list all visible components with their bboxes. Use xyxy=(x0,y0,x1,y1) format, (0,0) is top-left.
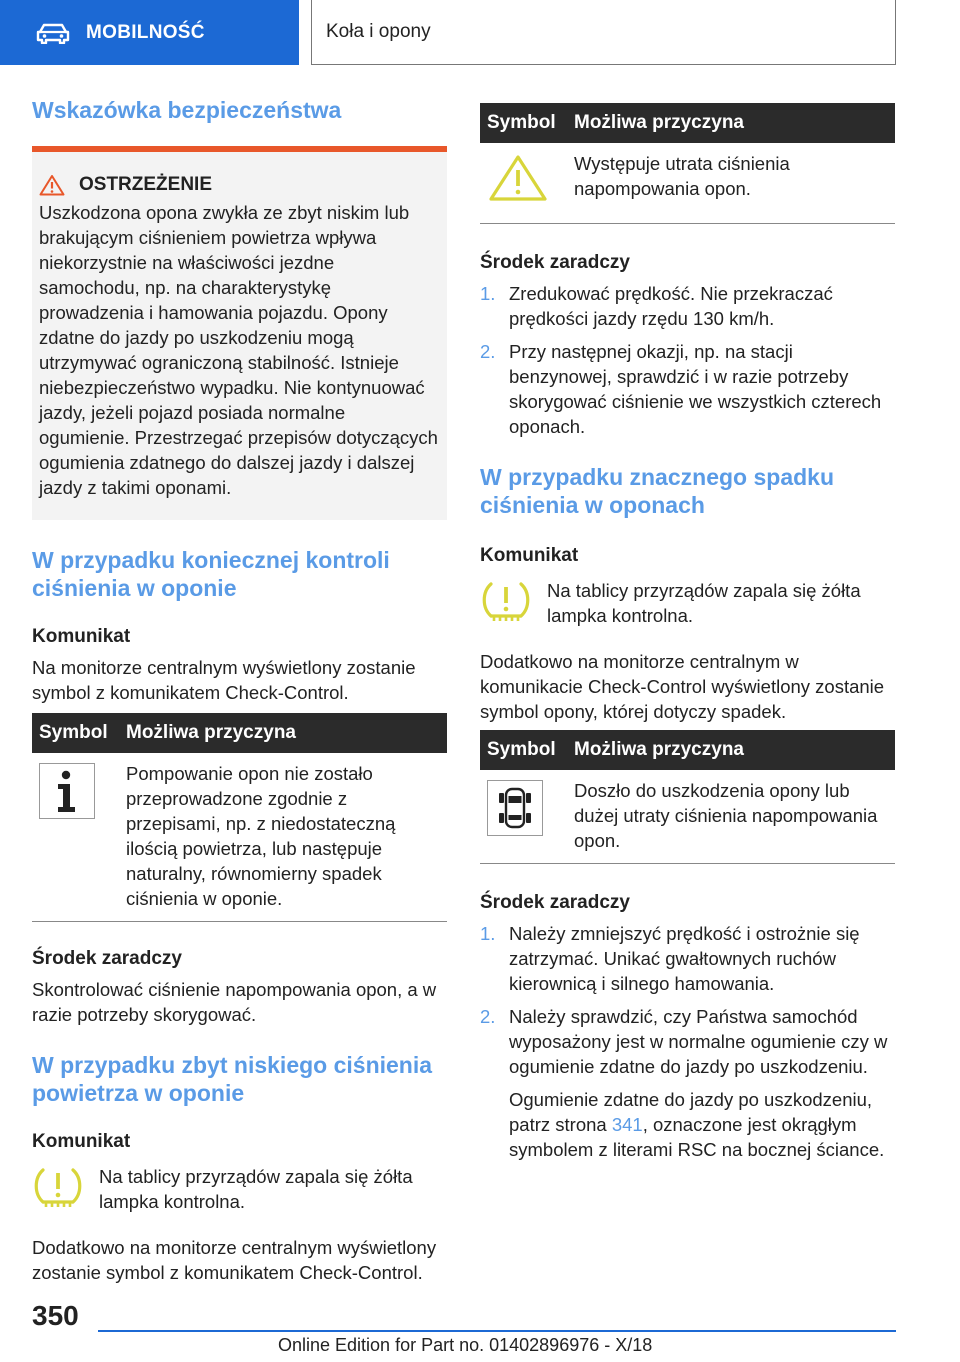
cause-text: Pompowanie opon nie zostało przeprowadzone zgodnie z przepisami, np. z niedostateczną ilością powietrza, lub następuje naturalny, równomierny spadek ciśnienia w oponie. xyxy=(119,753,447,922)
cause-text: Doszło do uszkodzenia opony lub dużej utraty ciśnienia napompowania opon. xyxy=(567,770,895,864)
remedy-label: Środek zaradczy xyxy=(480,252,630,273)
check-msg-text: Na monitorze centralnym wyświetlony zostanie symbol z komunikatem Check-Control. xyxy=(32,657,416,703)
list-item: 2. Przy następnej okazji, np. na stacji benzynowej, sprawdzić i w razie potrzeby skorygować ciśnienie we wszystkich czterech oponach. xyxy=(480,341,882,437)
drop-heading: W przypadku znacznego spadku ciśnienia w oponach xyxy=(480,464,834,518)
footer-divider xyxy=(98,1330,896,1332)
check-heading: W przypadku koniecznej kontroli ciśnienia w oponie xyxy=(32,547,390,601)
remedy-text: Skontrolować ciśnienie napompowania opon, a w razie potrzeby skorygować. xyxy=(32,979,437,1025)
car-icon xyxy=(36,22,70,44)
warning-box xyxy=(32,146,447,520)
section-title: MOBILNOŚĆ xyxy=(86,21,205,43)
drop-msg-label: Komunikat xyxy=(480,545,579,566)
remedy-label: Środek zaradczy xyxy=(480,892,630,913)
col-cause: Możliwa przyczyna xyxy=(119,713,447,753)
low-extra-text: Dodatkowo na monitorze centralnym wyświetlony zostanie symbol z komunikatem Check-Control. xyxy=(32,1237,437,1283)
left-column xyxy=(32,96,447,1285)
section-tab[interactable] xyxy=(0,0,299,65)
page-link[interactable]: 341 xyxy=(611,1114,643,1135)
table-row xyxy=(32,753,447,922)
cause-text: Występuje utrata ciśnienia napompowania opon. xyxy=(567,143,895,224)
symbol-table-tires xyxy=(480,730,895,864)
car-tires-top-view-icon xyxy=(487,780,543,836)
warning-triangle-icon xyxy=(39,174,65,196)
low-pressure-heading: W przypadku zbyt niskiego ciśnienia powietrza w oponie xyxy=(32,1052,433,1106)
safety-heading: Wskazówka bezpieczeństwa xyxy=(32,97,342,123)
low-msg-label: Komunikat xyxy=(32,1131,131,1152)
yellow-warning-triangle-icon xyxy=(487,153,549,203)
rsc-note: Ogumienie zdatne do jazdy po uszkodzeniu, patrz strona 341, oznaczone jest okrągłym symbolem z literami RSC na bocznej ściance. xyxy=(509,1089,885,1160)
remedy-steps xyxy=(480,921,895,1162)
remedy-steps xyxy=(480,281,895,439)
list-item: 2. Należy sprawdzić, czy Państwa samochód wyposażony jest w normalne ogumienie czy w ogumienie zdatne do jazdy po uszkodzeniu. Ogumienie zdatne do jazdy po uszkodzeniu, patrz strona 341, oznaczone jest okrągłym symbolem z literami RSC na bocznej ściance. xyxy=(480,1004,895,1162)
drop-msg-text: Na tablicy przyrządów zapala się żółta lampka kontrolna. xyxy=(547,580,861,626)
check-msg-label: Komunikat xyxy=(32,626,131,647)
info-icon xyxy=(39,763,95,819)
low-msg-text: Na tablicy przyrządów zapala się żółta lampka kontrolna. xyxy=(99,1166,413,1212)
col-cause: Możliwa przyczyna xyxy=(567,103,895,143)
page-number: 350 xyxy=(32,1300,79,1331)
edition-text: Online Edition for Part no. 01402896976 - X/18 xyxy=(278,1335,653,1355)
list-item: 1. Zredukować prędkość. Nie przekraczać prędkości jazdy rzędu 130 km/h. xyxy=(480,283,833,329)
col-cause: Możliwa przyczyna xyxy=(567,730,895,770)
list-item: 1. Należy zmniejszyć prędkość i ostrożnie się zatrzymać. Unikać gwałtownych ruchów kierownicą i silnego hamowania. xyxy=(480,923,860,994)
subsection-title: Koła i opony xyxy=(311,0,896,65)
table-row xyxy=(480,143,895,224)
col-symbol: Symbol xyxy=(480,730,567,770)
right-column xyxy=(480,103,895,1170)
symbol-table-info xyxy=(32,713,447,922)
col-symbol: Symbol xyxy=(480,103,567,143)
warning-text: Uszkodzona opona zwykła ze zbyt niskim lub brakującym ciśnieniem powietrza wpływa niekorzystnie na właściwości jezdne samochodu, np. na charakterystykę prowadzenia i hamowania pojazdu. Opony zdatne do jazdy po uszkodzeniu mogą utrzymywać ograniczoną stabilność. Istnieje niebezpieczeństwo wypadku. Nie kontynuować jazdy, jeżeli pojazd posiada normalne ogumienie. Przestrzegać przepisów dotyczących ogumienia zdatnego do dalszej jazdy i dalszej jazdy z takimi oponami. xyxy=(39,202,438,498)
col-symbol: Symbol xyxy=(32,713,119,753)
table-row xyxy=(480,770,895,864)
tire-pressure-warning-icon xyxy=(480,580,532,624)
remedy-label: Środek zaradczy xyxy=(32,948,182,969)
drop-extra-text: Dodatkowo na monitorze centralnym w komunikacie Check-Control wyświetlony zostanie symbol opony, której dotyczy spadek. xyxy=(480,651,885,722)
warning-title: OSTRZEŻENIE xyxy=(79,174,213,195)
tire-pressure-warning-icon xyxy=(32,1166,84,1210)
symbol-table-warning xyxy=(480,103,895,224)
